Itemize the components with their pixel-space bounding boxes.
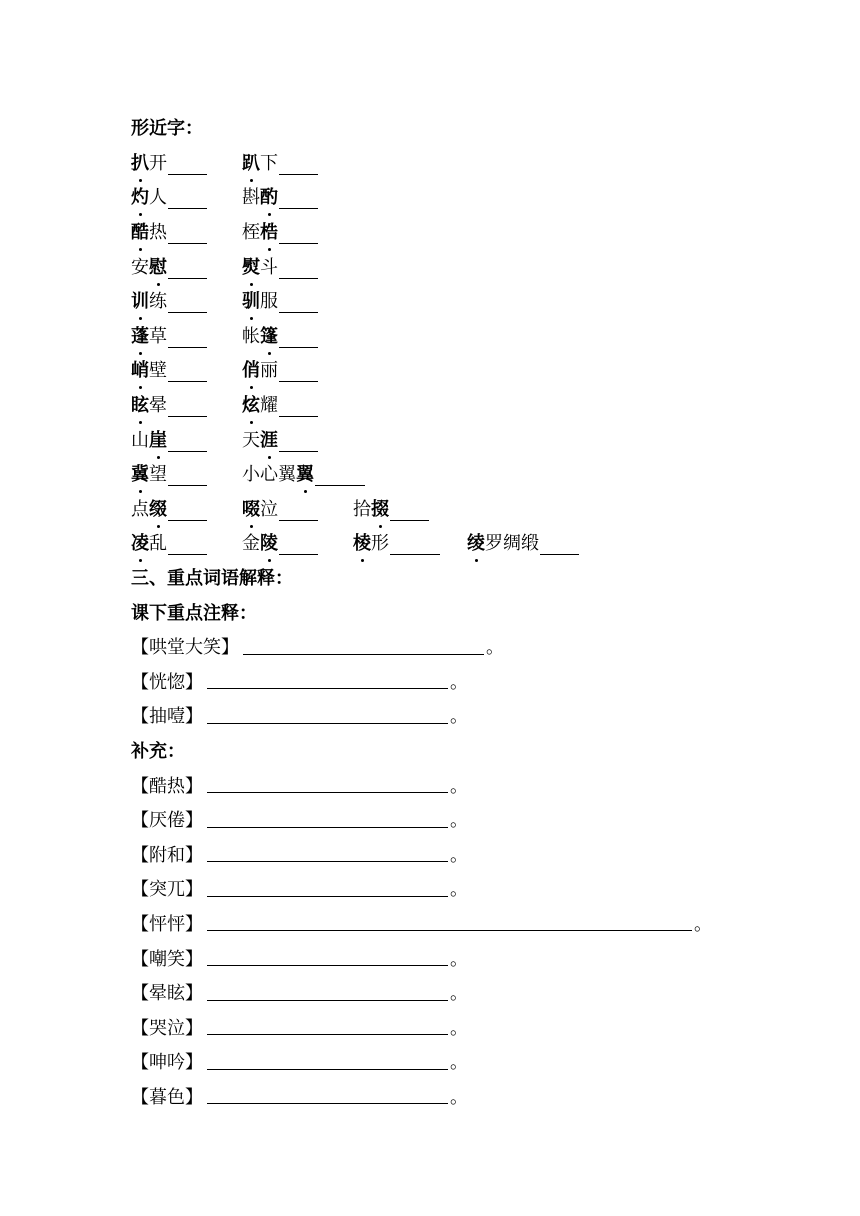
definition-blank[interactable] — [207, 914, 692, 931]
emphasized-char: 篷 — [260, 322, 278, 348]
answer-blank[interactable] — [279, 194, 318, 209]
answer-blank[interactable] — [168, 471, 207, 486]
word-item — [131, 149, 207, 175]
answer-blank[interactable] — [168, 540, 207, 555]
word-text: 天 — [242, 429, 260, 451]
emphasized-char: 陵 — [260, 529, 278, 555]
emphasized-char: 酷 — [131, 218, 149, 244]
emphasized-char: 梏 — [260, 218, 278, 244]
emphasized-char: 慰 — [149, 253, 167, 279]
word-text: 耀 — [260, 395, 278, 417]
definition-blank[interactable] — [207, 1087, 448, 1104]
word-text: 下 — [260, 152, 278, 174]
period-mark: 。 — [450, 1052, 468, 1074]
term-line — [131, 975, 771, 1010]
term-label: 【晕眩】 — [131, 983, 203, 1005]
term-line — [131, 629, 771, 664]
emphasized-char: 酌 — [260, 183, 278, 209]
emphasized-char: 翼 — [296, 460, 314, 486]
word-text: 服 — [260, 291, 278, 313]
emphasized-char: 训 — [131, 287, 149, 313]
word-text: 开 — [149, 152, 167, 174]
answer-blank[interactable] — [279, 540, 318, 555]
term-label: 【暮色】 — [131, 1086, 203, 1108]
word-item — [242, 529, 318, 555]
term-label: 【酷热】 — [131, 775, 203, 797]
period-mark: 。 — [486, 637, 504, 659]
similar-chars-row — [131, 491, 771, 526]
notes-heading: 课下重点注释： — [131, 602, 257, 624]
term-line — [131, 871, 771, 906]
answer-blank[interactable] — [168, 264, 207, 279]
word-text: 望 — [149, 464, 167, 486]
term-line — [131, 1009, 771, 1044]
word-item — [242, 183, 318, 209]
term-line — [131, 1044, 771, 1079]
emphasized-char: 趴 — [242, 149, 260, 175]
similar-chars-row — [131, 283, 771, 318]
word-item — [242, 218, 318, 244]
word-text: 人 — [149, 187, 167, 209]
word-text: 晕 — [149, 395, 167, 417]
emphasized-char: 啜 — [242, 495, 260, 521]
definition-blank[interactable] — [207, 984, 448, 1001]
answer-blank[interactable] — [168, 367, 207, 382]
term-label: 【哄堂大笑】 — [131, 637, 239, 659]
period-mark: 。 — [450, 983, 468, 1005]
similar-chars-row — [131, 387, 771, 422]
period-mark: 。 — [450, 775, 468, 797]
word-text: 壁 — [149, 360, 167, 382]
definition-blank[interactable] — [207, 707, 448, 724]
similar-chars-row — [131, 179, 771, 214]
emphasized-char: 缀 — [149, 495, 167, 521]
similar-chars-row — [131, 214, 771, 249]
term-label: 【厌倦】 — [131, 810, 203, 832]
word-text: 形 — [371, 533, 389, 555]
period-mark: 。 — [450, 879, 468, 901]
term-line — [131, 1079, 771, 1114]
word-text: 罗绸缎 — [485, 533, 539, 555]
word-item — [353, 529, 440, 555]
answer-blank[interactable] — [168, 506, 207, 521]
term-label: 【呻吟】 — [131, 1052, 203, 1074]
emphasized-char: 绫 — [467, 529, 485, 555]
word-item — [242, 460, 365, 486]
answer-blank[interactable] — [168, 194, 207, 209]
word-item — [131, 183, 207, 209]
emphasized-char: 扒 — [131, 149, 149, 175]
period-mark: 。 — [694, 913, 712, 935]
term-line — [131, 836, 771, 871]
word-text: 山 — [131, 429, 149, 451]
definition-blank[interactable] — [207, 811, 448, 828]
definition-blank[interactable] — [207, 949, 448, 966]
emphasized-char: 棱 — [353, 529, 371, 555]
answer-blank[interactable] — [540, 540, 579, 555]
definition-blank[interactable] — [243, 638, 484, 655]
similar-chars-row — [131, 145, 771, 180]
term-line — [131, 940, 771, 975]
answer-blank[interactable] — [168, 160, 207, 175]
word-item — [242, 495, 318, 521]
emphasized-char: 涯 — [260, 426, 278, 452]
word-item — [242, 322, 318, 348]
word-item — [242, 426, 318, 452]
section-three-heading: 三、重点词语解释： — [131, 568, 293, 590]
emphasized-char: 蓬 — [131, 322, 149, 348]
term-label: 【哭泣】 — [131, 1017, 203, 1039]
word-item — [131, 460, 207, 486]
period-mark: 。 — [450, 671, 468, 693]
word-item — [131, 322, 207, 348]
period-mark: 。 — [450, 1086, 468, 1108]
word-text: 小心翼 — [242, 464, 296, 486]
similar-chars-heading: 形近字： — [131, 118, 203, 140]
answer-blank[interactable] — [168, 333, 207, 348]
word-item — [353, 495, 429, 521]
word-text: 泣 — [260, 498, 278, 520]
definition-blank[interactable] — [207, 880, 448, 897]
emphasized-char: 灼 — [131, 183, 149, 209]
answer-blank[interactable] — [279, 367, 318, 382]
similar-chars-row — [131, 456, 771, 491]
answer-blank[interactable] — [279, 333, 318, 348]
supplement-heading: 补充： — [131, 740, 185, 762]
emphasized-char: 眩 — [131, 391, 149, 417]
word-item — [242, 253, 318, 279]
term-line — [131, 906, 771, 941]
emphasized-char: 凌 — [131, 529, 149, 555]
answer-blank[interactable] — [390, 506, 429, 521]
term-label: 【恍惚】 — [131, 671, 203, 693]
word-text: 金 — [242, 533, 260, 555]
definition-blank[interactable] — [207, 1018, 448, 1035]
term-label: 【抽噎】 — [131, 706, 203, 728]
answer-blank[interactable] — [168, 402, 207, 417]
emphasized-char: 炫 — [242, 391, 260, 417]
period-mark: 。 — [450, 844, 468, 866]
word-item — [467, 529, 579, 555]
definition-blank[interactable] — [207, 1053, 448, 1070]
period-mark: 。 — [450, 810, 468, 832]
answer-blank[interactable] — [279, 298, 318, 313]
answer-blank[interactable] — [279, 264, 318, 279]
word-text: 桎 — [242, 222, 260, 244]
answer-blank[interactable] — [279, 160, 318, 175]
definition-blank[interactable] — [207, 776, 448, 793]
definition-blank[interactable] — [207, 845, 448, 862]
word-item — [131, 391, 207, 417]
word-text: 练 — [149, 291, 167, 313]
term-line — [131, 664, 771, 699]
similar-chars-row — [131, 352, 771, 387]
definition-blank[interactable] — [207, 672, 448, 689]
word-item — [131, 495, 207, 521]
word-item — [131, 426, 207, 452]
answer-blank[interactable] — [315, 471, 365, 486]
period-mark: 。 — [450, 706, 468, 728]
notes-list — [131, 629, 771, 733]
term-line — [131, 698, 771, 733]
similar-chars-list — [131, 145, 771, 560]
word-text: 斟 — [242, 187, 260, 209]
answer-blank[interactable] — [279, 402, 318, 417]
emphasized-char: 俏 — [242, 356, 260, 382]
term-label: 【突兀】 — [131, 879, 203, 901]
answer-blank[interactable] — [390, 540, 440, 555]
word-text: 拾 — [353, 498, 371, 520]
word-item — [242, 149, 318, 175]
word-item — [131, 218, 207, 244]
emphasized-char: 驯 — [242, 287, 260, 313]
word-item — [131, 253, 207, 279]
worksheet — [131, 110, 771, 1113]
word-item — [242, 287, 318, 313]
answer-blank[interactable] — [279, 506, 318, 521]
word-text: 点 — [131, 498, 149, 520]
answer-blank[interactable] — [279, 229, 318, 244]
emphasized-char: 熨 — [242, 253, 260, 279]
word-text: 丽 — [260, 360, 278, 382]
term-label: 【怦怦】 — [131, 913, 203, 935]
period-mark: 。 — [450, 1017, 468, 1039]
word-text: 帐 — [242, 325, 260, 347]
word-item — [131, 529, 207, 555]
word-text: 草 — [149, 325, 167, 347]
term-line — [131, 767, 771, 802]
term-label: 【嘲笑】 — [131, 948, 203, 970]
word-item — [131, 356, 207, 382]
similar-chars-row — [131, 248, 771, 283]
word-item — [242, 391, 318, 417]
word-text: 斗 — [260, 256, 278, 278]
word-item — [242, 356, 318, 382]
period-mark: 。 — [450, 948, 468, 970]
similar-chars-row — [131, 525, 771, 560]
emphasized-char: 冀 — [131, 460, 149, 486]
emphasized-char: 峭 — [131, 356, 149, 382]
word-text: 乱 — [149, 533, 167, 555]
word-text: 安 — [131, 256, 149, 278]
answer-blank[interactable] — [279, 437, 318, 452]
answer-blank[interactable] — [168, 298, 207, 313]
similar-chars-row — [131, 421, 771, 456]
word-item — [131, 287, 207, 313]
emphasized-char: 崖 — [149, 426, 167, 452]
term-line — [131, 802, 771, 837]
term-label: 【附和】 — [131, 844, 203, 866]
supplement-list — [131, 767, 771, 1113]
answer-blank[interactable] — [168, 437, 207, 452]
answer-blank[interactable] — [168, 229, 207, 244]
similar-chars-row — [131, 318, 771, 353]
emphasized-char: 掇 — [371, 495, 389, 521]
word-text: 热 — [149, 222, 167, 244]
